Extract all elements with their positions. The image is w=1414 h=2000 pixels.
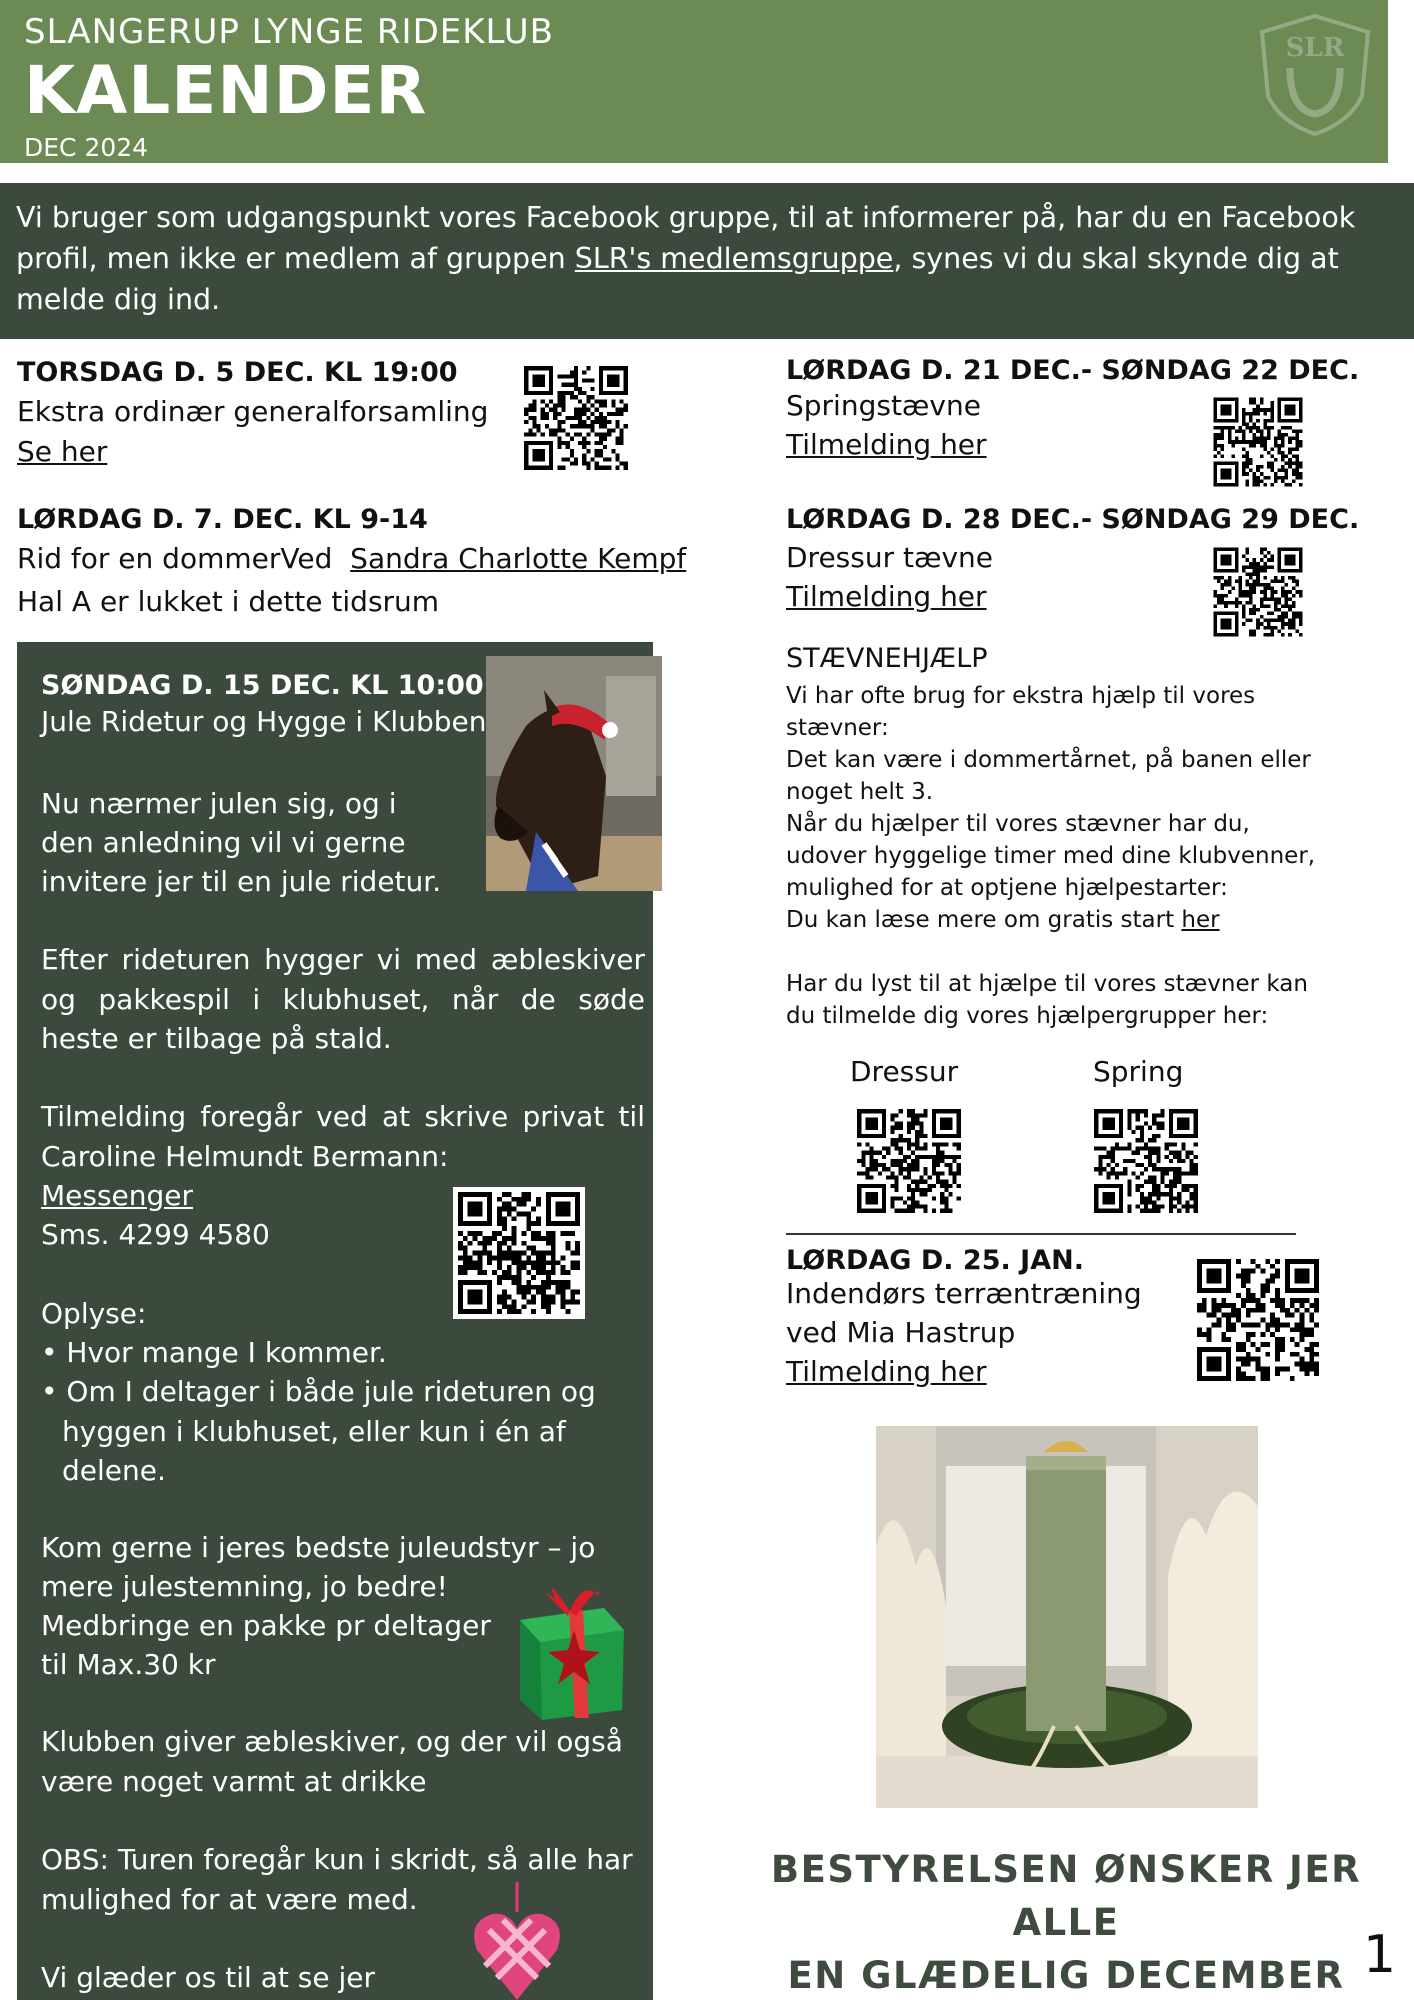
hygge-paragraph: Efter rideturen hygger vi med æbleskiver og pakkespil i klubhuset, når de søde heste er tilbage på stald.	[41, 943, 645, 1055]
oplyse-label: Oplyse:	[41, 1297, 147, 1330]
see-here-link[interactable]: Se her	[17, 435, 108, 468]
page-number: 1	[1363, 1925, 1397, 1985]
messenger-link[interactable]: Messenger	[41, 1179, 194, 1212]
closing-line: EN GLÆDELIG DECEMBER	[787, 1954, 1345, 1997]
intro-line: invitere jer til en jule ridetur.	[41, 865, 442, 898]
club-name: SLANGERUP LYNGE RIDEKLUB	[24, 12, 554, 52]
signup-link[interactable]: Tilmelding her	[786, 1355, 987, 1388]
signup-link[interactable]: Tilmelding her	[786, 580, 987, 613]
treats-paragraph: Klubben giver æbleskiver, og der vil også være noget varmt at drikke	[41, 1725, 623, 1798]
gift-icon	[512, 1570, 632, 1720]
bullet-item: • Hvor mange I kommer.	[41, 1336, 387, 1369]
help-line: Det kan være i dommertårnet, på banen eller	[786, 747, 1311, 773]
event-description: Dressur tævne	[786, 541, 994, 574]
qr-code-icon[interactable]	[1192, 1254, 1324, 1386]
join-line: du tilmelde dig vores hjælpergrupper her:	[786, 1003, 1269, 1029]
signup-link[interactable]: Tilmelding her	[786, 428, 987, 461]
event-description: Rid for en dommerVed Sandra Charlotte Kempf	[17, 542, 687, 575]
advent-candle-photo	[876, 1426, 1258, 1808]
help-line: stævner:	[786, 715, 889, 741]
christmas-ride-box	[17, 642, 653, 2000]
closing-line: Vi glæder os til at se jer	[41, 1961, 376, 1994]
page-title: KALENDER	[24, 52, 428, 129]
help-line: noget helt 3.	[786, 779, 934, 805]
event-description: Springstævne	[786, 389, 981, 422]
dressage-group-label: Dressur	[850, 1055, 959, 1088]
outfit-line: Medbringe en pakke pr deltager	[41, 1609, 491, 1642]
help-line: Du kan læse mere om gratis start her	[786, 907, 1220, 933]
qr-code-icon[interactable]	[1210, 394, 1306, 490]
outfit-line: mere julestemning, jo bedre!	[41, 1570, 448, 1603]
outfit-line: til Max.30 kr	[41, 1648, 216, 1681]
event-note: Hal A er lukket i dette tidsrum	[17, 585, 440, 618]
page-date: DEC 2024	[24, 133, 149, 162]
event-description: ved Mia Hastrup	[786, 1316, 1016, 1349]
heart-ornament-icon	[467, 1882, 567, 2000]
help-line: udover hyggelige timer med dine klubvenner,	[786, 843, 1316, 869]
help-line: Vi har ofte brug for ekstra hjælp til vores	[786, 683, 1256, 709]
closing-message	[736, 1843, 1396, 2000]
qr-code-icon[interactable]	[1090, 1105, 1202, 1217]
bullet-item: • Om I deltager i både jule rideturen og hyggen i klubhuset, eller kun i én af delene.	[41, 1375, 596, 1487]
jumping-group-label: Spring	[1093, 1055, 1184, 1088]
event-title: LØRDAG D. 21 DEC.- SØNDAG 22 DEC.	[786, 355, 1360, 386]
walk-only-paragraph: OBS: Turen foregår kun i skridt, så alle har mulighed for at være med.	[41, 1843, 633, 1916]
qr-code-icon[interactable]	[520, 362, 632, 474]
intro-text: Vi bruger som udgangspunkt vores Facebook gruppe, til at informerer på, har du en Facebook profil, men ikke er medlem af gruppen SLR's medlemsgruppe, synes vi du skal skynde dig at melde dig ind.	[16, 201, 1356, 316]
event-title: LØRDAG D. 7. DEC. KL 9-14	[17, 504, 428, 535]
intro-line: den anledning vil vi gerne	[41, 826, 406, 859]
event-title: LØRDAG D. 28 DEC.- SØNDAG 29 DEC.	[786, 504, 1360, 535]
box-subtitle: Jule Ridetur og Hygge i Klubben	[41, 705, 487, 738]
judge-name-link[interactable]: Sandra Charlotte Kempf	[350, 542, 687, 575]
facebook-group-link[interactable]: SLR's medlemsgruppe	[574, 242, 894, 275]
horse-photo	[486, 656, 662, 891]
club-logo-icon	[1250, 10, 1380, 140]
event-title: LØRDAG D. 25. JAN.	[786, 1245, 1084, 1276]
outfit-line: Kom gerne i jeres bedste juleudstyr – jo	[41, 1531, 596, 1564]
signup-paragraph: Tilmelding foregår ved at skrive privat til Caroline Helmundt Bermann:	[41, 1100, 645, 1173]
event-title: TORSDAG D. 5 DEC. KL 19:00	[17, 357, 458, 388]
event-description: Indendørs terræntræning	[786, 1277, 1142, 1310]
logo-text: SLR	[1285, 33, 1345, 63]
sms-number: Sms. 4299 4580	[41, 1218, 270, 1251]
box-title: SØNDAG D. 15 DEC. KL 10:00	[41, 670, 484, 701]
qr-code-icon[interactable]	[1210, 544, 1306, 640]
qr-code-icon[interactable]	[853, 1105, 965, 1217]
page-header	[0, 0, 1388, 163]
qr-code-icon[interactable]	[453, 1187, 585, 1319]
free-start-link[interactable]: her	[1181, 907, 1220, 933]
help-line: mulighed for at optjene hjælpestarter:	[786, 875, 1228, 901]
closing-line: BESTYRELSEN ØNSKER JER ALLE	[770, 1848, 1362, 1944]
section-divider	[786, 1233, 1296, 1235]
help-line: Når du hjælper til vores stævner har du,	[786, 811, 1250, 837]
help-title: STÆVNEHJÆLP	[786, 643, 988, 674]
join-line: Har du lyst til at hjælpe til vores stævner kan	[786, 971, 1308, 997]
event-description: Ekstra ordinær generalforsamling	[17, 395, 489, 428]
intro-banner	[0, 183, 1414, 339]
intro-line: Nu nærmer julen sig, og i	[41, 787, 397, 820]
